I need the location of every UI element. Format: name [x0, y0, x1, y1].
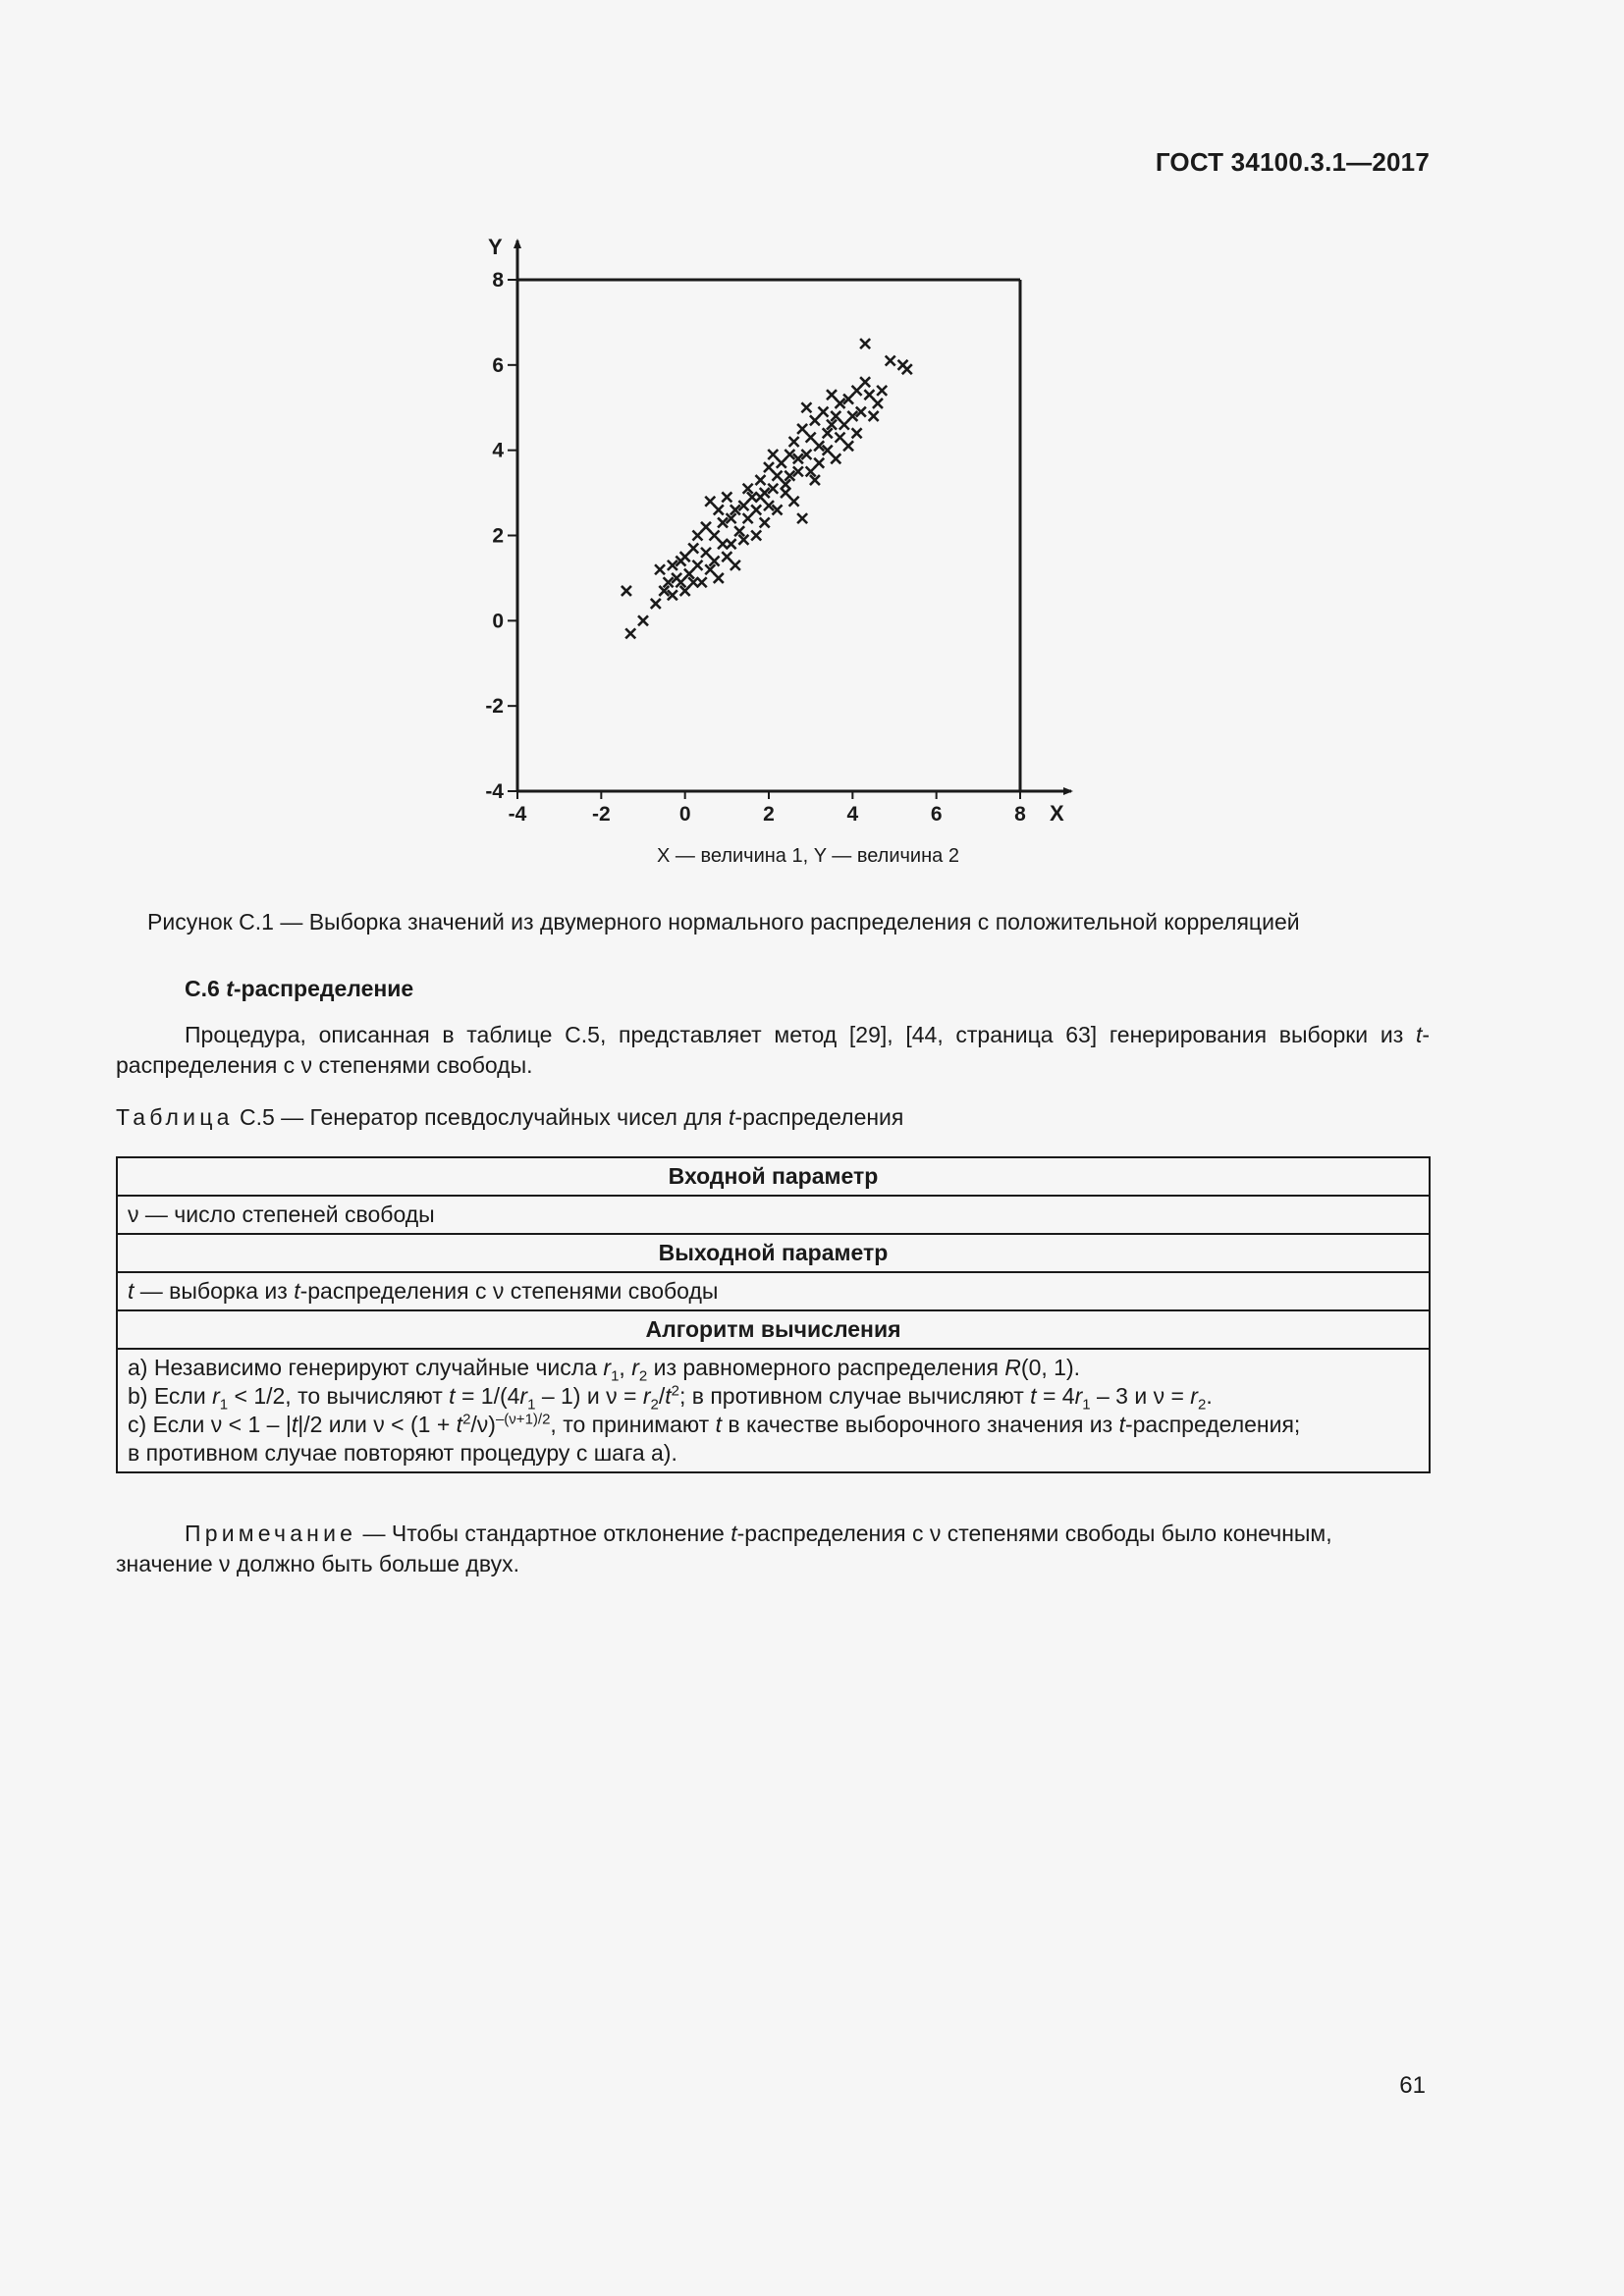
intro-text-1: Процедура, описанная в таблице С.5, представляет метод [29], [44, страница 63] генерирования выборки из: [185, 1022, 1416, 1047]
data-point-x-marker: [877, 386, 887, 396]
step-c-text: c) Если ν < 1 – |: [128, 1412, 292, 1437]
note-paragraph: [116, 1519, 1430, 1579]
x-tick-label: 0: [678, 803, 691, 826]
subscript-1: 1: [611, 1367, 620, 1385]
y-tick-label: 2: [492, 524, 504, 548]
x-axis-title: X: [1050, 801, 1064, 826]
step-c-text: /ν): [470, 1412, 496, 1437]
data-point-x-marker: [777, 458, 786, 468]
data-point-x-marker: [701, 522, 711, 532]
r-variable: r: [631, 1355, 639, 1380]
x-tick-label: -4: [508, 803, 527, 826]
note-text-1: — Чтобы стандартное отклонение: [356, 1521, 731, 1546]
section-number: С.6: [185, 976, 220, 1001]
data-point-x-marker: [751, 531, 761, 541]
table-row: [117, 1272, 1430, 1310]
r-variable: r: [642, 1383, 651, 1409]
intro-text-2: -распределения с ν степенями свободы.: [116, 1022, 1430, 1078]
section-title-text: -распределение: [233, 976, 414, 1001]
x-tick-label: 2: [763, 803, 775, 826]
step-b-text: = 4: [1036, 1383, 1075, 1409]
intro-paragraph: [116, 1020, 1430, 1081]
step-b-text: .: [1206, 1383, 1213, 1409]
algorithm-cell: [117, 1349, 1430, 1472]
data-points: [622, 339, 912, 638]
data-point-x-marker: [773, 471, 783, 481]
step-c-text: |/2 или ν < (1 +: [298, 1412, 457, 1437]
data-point-x-marker: [764, 462, 774, 472]
subscript-1: 1: [219, 1396, 229, 1414]
data-point-x-marker: [864, 390, 874, 400]
comma: ,: [619, 1355, 632, 1380]
step-b-text: = 1/(4: [455, 1383, 520, 1409]
table-row: [117, 1196, 1430, 1234]
section-title-variable: t: [226, 976, 234, 1001]
data-point-x-marker: [781, 488, 790, 498]
data-point-x-marker: [797, 424, 807, 434]
step-a-text: а) Независимо генерируют случайные числа: [128, 1355, 604, 1380]
scatter-plot: [461, 222, 1090, 899]
algorithm-step-b: b) Если $r_1 < 1/2$, то вычисляют $t = 1/(4r_1 - 1)$ и $\nu = r_2/t^2$; в противном случае вычисляют $t = 4r_1 - 3$ и $\nu = r_2$.: [128, 1382, 1213, 1414]
y-tick-label: 8: [492, 269, 504, 292]
data-point-x-marker: [755, 475, 765, 485]
step-b-text: b) Если: [128, 1383, 213, 1409]
x-tick-label: 4: [846, 803, 859, 826]
output-text-2: -распределения с ν степенями свободы: [299, 1278, 719, 1304]
data-point-x-marker: [902, 364, 912, 374]
y-tick-label: -4: [485, 780, 504, 803]
data-point-x-marker: [806, 433, 816, 443]
note-text-2: -распределения с ν степенями свободы было конечным, значение ν должно быть больше двух.: [116, 1521, 1332, 1576]
data-point-x-marker: [836, 433, 845, 443]
superscript-2: 2: [671, 1382, 679, 1400]
step-c-text: , то принимают: [550, 1412, 716, 1437]
superscript-2: 2: [462, 1411, 471, 1428]
data-point-x-marker: [714, 505, 724, 514]
step-a-text: из равномерного распределения: [647, 1355, 1005, 1380]
table-row: [117, 1234, 1430, 1272]
output-text-1: — выборка из: [134, 1278, 295, 1304]
subscript-2: 2: [650, 1396, 659, 1414]
data-point-x-marker: [692, 561, 702, 570]
data-point-x-marker: [743, 513, 753, 523]
x-tick-label: 8: [1014, 803, 1026, 826]
output-parameter-header: Выходной параметр: [117, 1234, 1430, 1272]
input-parameter-header: Входной параметр: [117, 1157, 1430, 1196]
table-row: [117, 1349, 1430, 1472]
intro-t-variable: t: [1415, 1022, 1423, 1047]
data-point-x-marker: [692, 531, 702, 541]
y-tick-label: -2: [485, 695, 504, 719]
table-title-t-variable: t: [729, 1104, 735, 1130]
data-point-x-marker: [680, 552, 690, 561]
y-axis-title: Y: [488, 235, 503, 259]
data-point-x-marker: [852, 386, 862, 396]
note-label: Примечание: [185, 1521, 357, 1546]
data-point-x-marker: [839, 420, 849, 430]
data-point-x-marker: [701, 548, 711, 558]
data-point-x-marker: [869, 411, 879, 421]
table-row: [117, 1157, 1430, 1196]
data-point-x-marker: [760, 517, 770, 527]
note-t-variable: t: [731, 1521, 737, 1546]
step-b-text: – 3 и ν =: [1090, 1383, 1191, 1409]
data-point-x-marker: [873, 399, 883, 408]
algorithm-step-c: [128, 1411, 1419, 1439]
step-b-text: ; в противном случае вычисляют: [678, 1383, 1031, 1409]
step-c-text: -распределения;: [1124, 1412, 1301, 1437]
data-point-x-marker: [705, 497, 715, 507]
data-point-x-marker: [722, 492, 731, 502]
R-variable: R: [1004, 1355, 1021, 1380]
data-point-x-marker: [625, 628, 635, 638]
data-point-x-marker: [651, 599, 661, 609]
scatter-figure: [461, 222, 1090, 899]
r-variable: r: [603, 1355, 612, 1380]
data-point-x-marker: [814, 458, 824, 468]
data-point-x-marker: [751, 505, 761, 514]
data-point-x-marker: [768, 450, 778, 459]
algorithm-step-a: [128, 1354, 1419, 1385]
t-variable: t: [294, 1278, 300, 1304]
t-variable: t: [715, 1412, 722, 1437]
axes: [485, 240, 1071, 826]
data-point-x-marker: [831, 454, 840, 463]
r-variable: r: [1190, 1383, 1198, 1409]
data-point-x-marker: [731, 561, 740, 570]
table-title-text-2: -распределения: [734, 1104, 904, 1130]
subscript-1: 1: [1082, 1396, 1091, 1414]
t-variable: t: [1118, 1412, 1125, 1437]
step-c-text: в качестве выборочного значения из: [721, 1412, 1119, 1437]
x-tick-label: -2: [591, 803, 611, 826]
data-point-x-marker: [789, 437, 799, 447]
y-tick-label: 4: [492, 439, 504, 462]
algorithm-header: Алгоритм вычисления: [117, 1310, 1430, 1349]
r-variable: r: [1074, 1383, 1083, 1409]
subscript-2: 2: [638, 1367, 648, 1385]
data-point-x-marker: [827, 390, 837, 400]
algorithm-step-c-continued: в противном случае повторяют процедуру с шага а).: [128, 1440, 677, 1466]
data-point-x-marker: [714, 573, 724, 583]
data-point-x-marker: [789, 497, 799, 507]
subscript-1: 1: [527, 1396, 536, 1414]
r-variable: r: [519, 1383, 528, 1409]
t-variable: t: [456, 1412, 463, 1437]
table-row: [117, 1310, 1430, 1349]
data-point-x-marker: [886, 355, 895, 365]
t-variable: t: [665, 1383, 672, 1409]
t-variable: t: [291, 1412, 298, 1437]
axis-legend-note: X — величина 1, Y — величина 2: [657, 845, 959, 867]
data-point-x-marker: [843, 441, 853, 451]
data-point-x-marker: [722, 552, 731, 561]
page-number: 61: [1399, 2072, 1426, 2099]
step-b-text: – 1) и ν =: [535, 1383, 643, 1409]
output-parameter-cell: [117, 1272, 1430, 1310]
table-label: Таблица: [116, 1104, 234, 1130]
data-point-x-marker: [797, 513, 807, 523]
y-tick-label: 6: [492, 353, 504, 377]
data-point-x-marker: [810, 415, 820, 425]
step-a-text: (0, 1).: [1020, 1355, 1080, 1380]
x-tick-label: 6: [930, 803, 943, 826]
t-variable: t: [449, 1383, 456, 1409]
standard-code: ГОСТ 34100.3.1—2017: [1155, 147, 1430, 177]
input-parameter-cell: ν — число степеней свободы: [117, 1196, 1430, 1234]
data-point-x-marker: [688, 544, 698, 554]
y-tick-label: 0: [492, 610, 504, 633]
data-point-x-marker: [852, 428, 862, 438]
exponent: –(ν+1)/2: [495, 1411, 551, 1428]
data-point-x-marker: [818, 407, 828, 417]
section-heading: [185, 976, 413, 1002]
t-variable: t: [128, 1278, 135, 1304]
table-title: [116, 1104, 903, 1131]
data-point-x-marker: [638, 615, 648, 625]
data-point-x-marker: [710, 531, 720, 541]
data-point-x-marker: [801, 402, 811, 412]
data-point-x-marker: [860, 339, 870, 348]
data-point-x-marker: [655, 564, 665, 574]
table-title-text-1: С.5 — Генератор псевдослучайных чисел для: [239, 1104, 730, 1130]
figure-caption: Рисунок С.1 — Выборка значений из двумерного нормального распределения с положительной корреляцией: [147, 909, 1300, 934]
data-point-x-marker: [860, 377, 870, 387]
t-variable: t: [1030, 1383, 1037, 1409]
data-point-x-marker: [697, 577, 707, 587]
data-point-x-marker: [622, 586, 631, 596]
step-b-text: < 1/2, то вычисляют: [228, 1383, 450, 1409]
subscript-2: 2: [1197, 1396, 1207, 1414]
r-variable: r: [212, 1383, 220, 1409]
generator-table: [116, 1156, 1431, 1473]
data-point-x-marker: [727, 539, 736, 549]
